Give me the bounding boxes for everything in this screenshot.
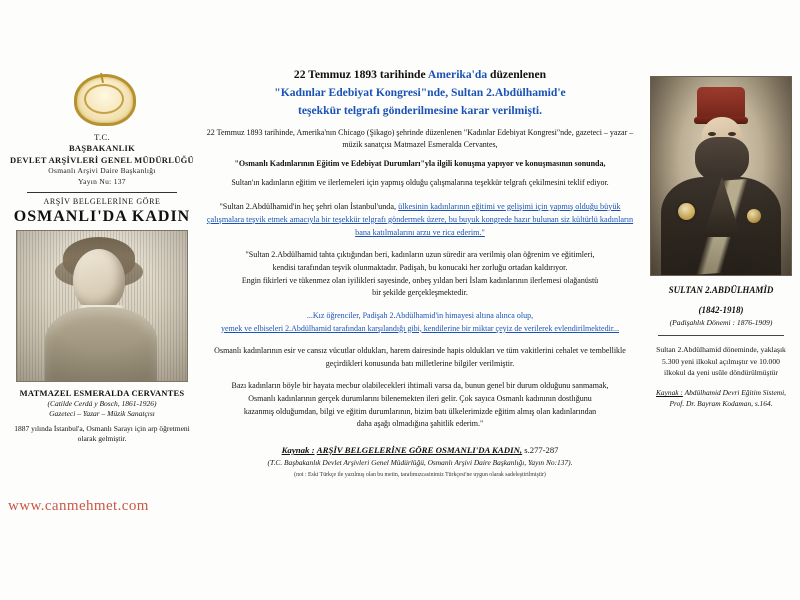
source-subline: (T.C. Başbakanlık Devlet Arşivleri Genel Müdürlüğü, Osmanlı Arşivi Daire Başkanlığı, Yayın No:137). xyxy=(267,457,573,467)
quote-3-line-1: ...Kız öğrenciler, Padişah 2.Abdülhamid'in himayesi altına alınca olup, xyxy=(306,310,534,320)
quote-block-2 xyxy=(196,249,644,300)
org-line-3: Osmanlı Arşivi Daire Başkanlığı xyxy=(48,166,156,176)
divider-left-top xyxy=(27,192,177,193)
watermark: www.canmehmet.com xyxy=(8,498,149,514)
paragraph-2: "Osmanlı Kadınlarının Eğitim ve Edebiyat Durumları"yla ilgili konuşma yapıyor ve konuşmasının sonunda, xyxy=(234,159,606,169)
book-title: OSMANLI'DA KADIN xyxy=(13,207,191,225)
sultan-reign: (Padişahlık Dönemi : 1876-1909) xyxy=(669,318,773,328)
quote-5-line-2: Osmanlı kadınlarının gerçek durumlarını bilenemekten ileri gelir. Çok sayıca Osmanlı kadınının dostlığunu xyxy=(248,394,592,403)
org-line-0: T.C. xyxy=(94,132,110,142)
right-column xyxy=(648,76,794,410)
paragraph-1: 22 Temmuz 1893 tarihinde, Amerika'nın Chicago (Şikago) şehrinde düzenlenen "Kadınlar Edebiyat Kongresi"nde, gazeteci – yazar – müzik sanatçısı Matmazel Esmeralda Cervantes, xyxy=(206,127,634,150)
source-block xyxy=(196,445,644,478)
quote-5-line-4: daha aşağı olmadığına şahitlik ederim." xyxy=(356,419,484,429)
ottoman-tugra-emblem-icon xyxy=(66,72,138,128)
quote-2-line-4: bir şekilde gerçekleşmektedir. xyxy=(372,288,468,298)
quote-2-line-2: kendisi tarafından teşvik olunmaktadır. Padişah, bu konucaki her zorluğu ortadan kaldırıyor. xyxy=(272,263,568,272)
headline-line-1 xyxy=(196,66,644,84)
headline-line-3: teşekkür telgrafı gönderilmesine karar verilmişti. xyxy=(298,103,542,117)
quote-2-line-1: "Sultan 2.Abdülhamid tahta çıktığından beri, kadınların uzun süredir ara verilmiş olan öğrenim ve eğitimleri, xyxy=(245,250,595,260)
right-source xyxy=(648,388,794,409)
source-pages: s.277-287 xyxy=(524,444,559,455)
source-label: Kaynak : xyxy=(281,444,315,455)
org-line-1: BAŞBAKANLIK xyxy=(68,143,136,154)
source-line xyxy=(196,445,644,455)
org-line-4: Yayın Nu: 137 xyxy=(78,176,126,186)
quote-5-line-3: kazanmış olduğumdan, bilgi ve eğitim durumlarının, bizim batı ülkelerimizde eğitim almış olan kadınlarından xyxy=(243,406,597,416)
org-line-2: DEVLET ARŞİVLERİ GENEL MÜDÜRLÜĞÜ xyxy=(10,154,194,165)
quote-block-1 xyxy=(196,200,644,240)
quote-block-3 xyxy=(196,310,644,335)
portrait-caption-profession: Gazeteci – Yazar – Müzik Sanatçısı xyxy=(49,408,155,418)
center-column xyxy=(196,66,644,478)
right-body-text: Sultan 2.Abdülhamid döneminde, yaklaşık 5.300 yeni ilkokul açılmıştır ve 10.000 ilkokul da yeni usûle döndürülmüştür xyxy=(656,345,786,378)
portrait-caption-name: MATMAZEL ESMERALDA CERVANTES xyxy=(19,387,185,398)
left-column xyxy=(6,72,198,445)
right-source-text: Abdülhamid Devri Eğitim Sistemi, Prof. Dr. Bayram Kodaman, s.164. xyxy=(669,388,786,409)
quote-block-4: Osmanlı kadınlarının esir ve cansız vücutlar oldukları, harem dairesinde hapis oldukları ve tüm vakitlerini cehalet ve tembellikle geçirdikleri konusunda batı milletlerine bilgiler verilmiştir. xyxy=(214,346,626,368)
headline-1-highlight: Amerika'da xyxy=(427,68,488,81)
esmeralda-cervantes-engraving xyxy=(16,230,188,382)
according-to-archives-label: ARŞİV BELGELERİNE GÖRE xyxy=(43,196,161,206)
quote-5-line-1: Bazı kadınların böyle bir hayata mecbur olabilecekleri ihtimali varsa da, bunun genel bir durum olduğunu sanmamak, xyxy=(231,381,609,391)
headline-1-post: düzenlenen xyxy=(487,68,547,81)
source-title: ARŞİV BELGELERİNE GÖRE OSMANLI'DA KADIN, xyxy=(316,444,523,455)
source-note: (not : Eski Türkçe ile yazılmış olan bu metin, tarafımızcasinimiz Türkçesi'ne uygun olarak sadeleştirilmiştir) xyxy=(294,471,546,478)
quote-3-line-2: yemek ve elbiseleri 2.Abdülhamid tarafından karşılandığı gibi, kendilerine bir miktar çeyiz de verilerek evlendirilmektedir... xyxy=(220,323,620,333)
quote-1-underlined: ülkesinin kadınlarının eğitimi ve gelişimi için yapmış olduğu büyük çalışmalara teşvik etmek amacıyla bir teşekkür telgrafı göndermek üzere, bu buyuk kongrede hazır bulunan siz kültürlü kadınların bana katılmalarını arzu ve rica ederim." xyxy=(206,201,634,238)
sultan-name: SULTAN 2.ABDÜLHAMİD xyxy=(668,285,774,295)
paragraph-3: Sultan'ın kadınların eğitim ve ilerlemeleri için yapmış olduğu çalışmalarına teşekkür telgrafı çekilmesini teklif ediyor. xyxy=(231,178,609,188)
right-source-label: Kaynak : xyxy=(655,388,683,398)
quote-2-line-3: Engin fikirleri ve tükenmez olan iyilikleri sayesinde, onbeş yıldan beri İslam kadınlarının ilerlemesi olağanüstü xyxy=(241,275,599,285)
portrait-caption-note: 1887 yılında İstanbul'a, Osmanlı Sarayı için arp öğretmeni olarak gelmiştir. xyxy=(14,423,190,444)
portrait-caption-realname: (Catilde Cerdá y Bosch, 1861-1926) xyxy=(47,398,157,408)
divider-right xyxy=(658,335,784,336)
headline-1-pre: 22 Temmuz 1893 tarihinde xyxy=(293,68,428,81)
sultan-abdulhamid-photo xyxy=(650,76,792,276)
sultan-years: (1842-1918) xyxy=(698,305,744,316)
quote-block-5 xyxy=(196,380,644,431)
quote-1-lead: "Sultan 2.Abdülhamid'in heç şehri olan İstanbul'unda, xyxy=(219,201,399,211)
headline-line-2: "Kadınlar Edebiyat Kongresi"nde, Sultan 2.Abdülhamid'e xyxy=(274,85,566,99)
